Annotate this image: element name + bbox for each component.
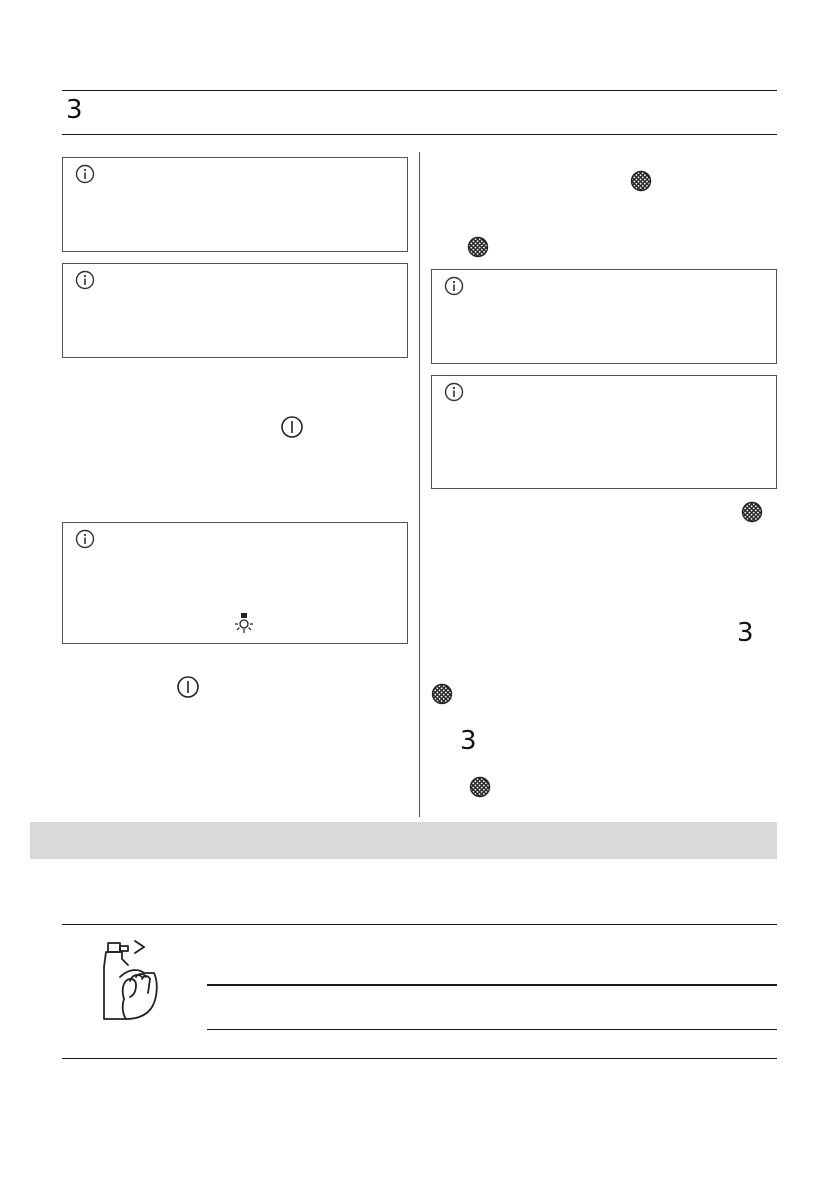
header-top-rule bbox=[62, 90, 777, 91]
cleaning-bottom-rule bbox=[62, 1058, 777, 1059]
info-box-1 bbox=[62, 157, 408, 252]
info-icon bbox=[444, 276, 464, 296]
cleaning-mid-rule bbox=[207, 984, 777, 986]
step-digit-right-b: 3 bbox=[460, 726, 477, 756]
info-icon bbox=[75, 529, 95, 549]
section-banner bbox=[30, 822, 777, 859]
column-divider bbox=[419, 152, 420, 817]
cleaning-top-rule bbox=[62, 924, 777, 925]
grease-filter-icon bbox=[469, 776, 491, 803]
grease-filter-icon bbox=[741, 501, 763, 528]
header-bottom-rule bbox=[62, 134, 777, 135]
power-icon bbox=[280, 415, 304, 444]
info-box-5 bbox=[431, 375, 777, 489]
cleaning-sub-rule bbox=[207, 1029, 777, 1030]
info-box-2 bbox=[62, 263, 408, 358]
info-icon bbox=[444, 382, 464, 402]
power-icon bbox=[176, 675, 200, 704]
light-icon bbox=[232, 611, 256, 640]
step-digit-right-a: 3 bbox=[737, 618, 754, 648]
header-step-digit: 3 bbox=[66, 95, 83, 125]
grease-filter-icon bbox=[467, 236, 489, 263]
info-icon bbox=[75, 164, 95, 184]
info-box-3 bbox=[62, 522, 408, 644]
grease-filter-icon bbox=[630, 170, 652, 197]
info-icon bbox=[75, 270, 95, 290]
info-box-4 bbox=[431, 269, 777, 364]
cleaning-spray-icon bbox=[100, 937, 160, 1028]
grease-filter-icon bbox=[431, 683, 453, 710]
